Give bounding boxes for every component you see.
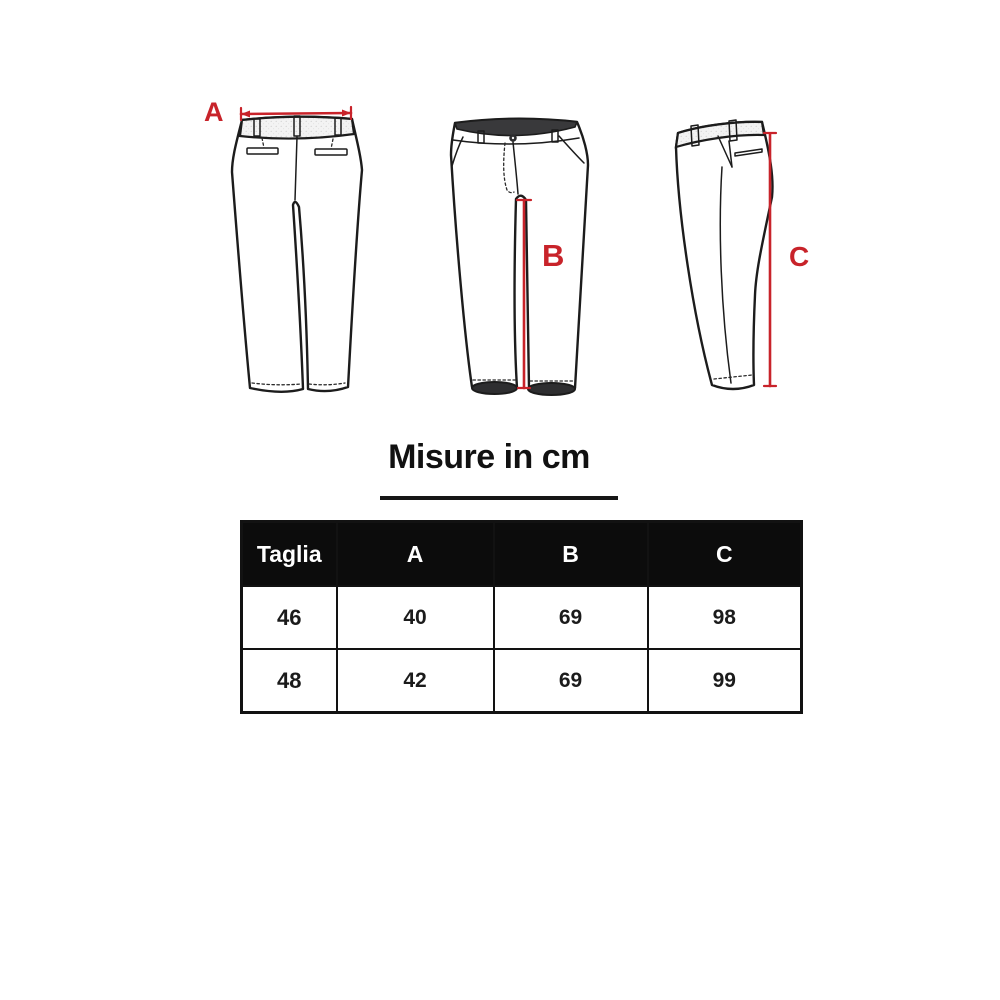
dart-stitch [331,139,333,149]
table-cell: 48 [242,649,337,713]
fly-stitch [504,143,514,193]
waist-button-hole [512,137,514,139]
back-pocket [315,149,347,155]
back-pocket [735,149,762,156]
table-cell: 98 [648,586,802,649]
center-front-seam [513,142,518,194]
table-cell: 40 [337,586,494,649]
size-table-header-row [242,522,802,587]
size-table [240,520,803,714]
pants-front-view-drawing [440,100,610,400]
header-cell-a: A [337,522,494,587]
page-title: Misure in cm [388,438,590,476]
back-pocket [247,148,278,154]
marker-b-label: B [542,238,565,273]
pants-back-view-diagram [205,95,380,405]
hem-stitch [309,383,345,385]
side-waistband [676,122,764,147]
table-row-size-48 [242,649,802,713]
dart-stitch [262,138,264,148]
center-back-seam [295,137,297,200]
table-cell: 69 [494,649,648,713]
hem-opening [472,382,517,394]
table-cell: 46 [242,586,337,649]
front-pocket [559,136,584,163]
side-silhouette [676,122,773,389]
header-cell-c: C [648,522,802,587]
table-cell: 42 [337,649,494,713]
hem-opening [528,383,575,395]
pants-side-view-drawing [655,105,810,400]
header-cell-taglia: Taglia [242,522,337,587]
pants-back-view-drawing [205,95,380,405]
table-row-size-46 [242,586,802,649]
header-cell-b: B [494,522,648,587]
marker-c-label: C [789,241,810,272]
front-silhouette [451,119,588,392]
hem-stitch [252,383,301,385]
crease-line [720,167,731,383]
marker-a-label: A [204,97,224,127]
table-cell: 99 [648,649,802,713]
title-underline [380,496,618,500]
pants-side-view-diagram [655,105,810,400]
table-cell: 69 [494,586,648,649]
pants-front-view-diagram [440,100,610,400]
measurement-line-c [764,133,776,386]
hem-stitch [714,375,752,379]
